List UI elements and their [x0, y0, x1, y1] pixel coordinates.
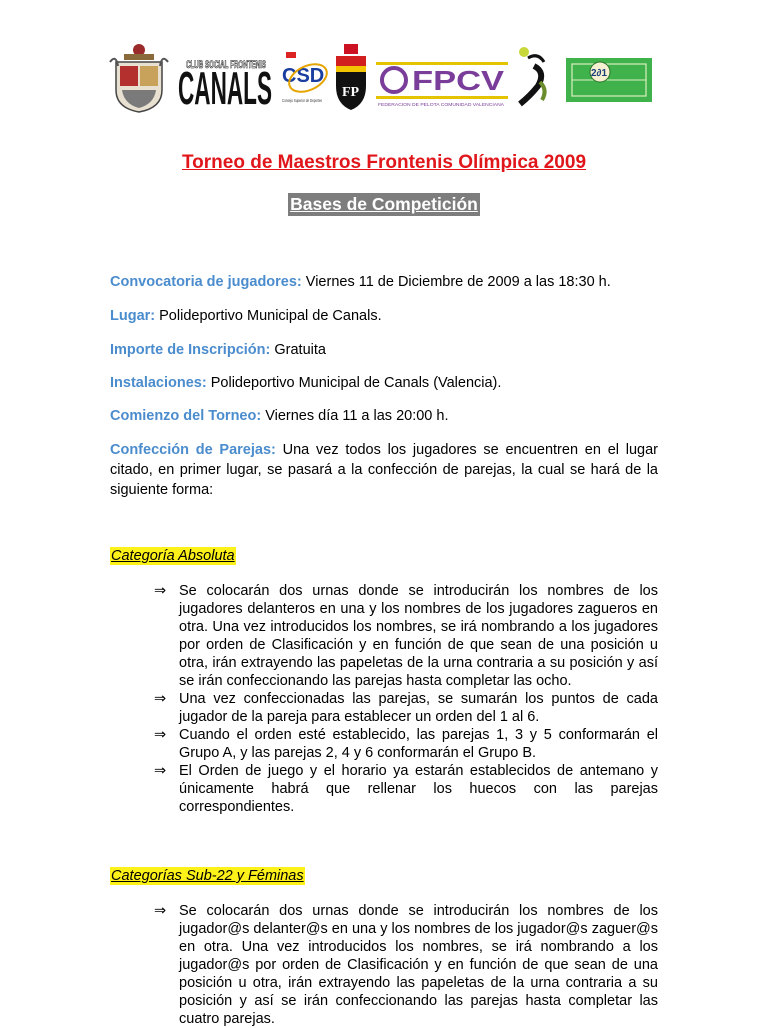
field-lugar: [110, 306, 382, 326]
field-value: Viernes 11 de Diciembre de 2009 a las 18:30 h.: [301, 274, 611, 290]
field-comienzo: [110, 406, 448, 426]
list-item-text: El Orden de juego y el horario ya estarán establecidos de antemano y únicamente habrá que rellenar los huecos con las parejas correspondientes.: [179, 763, 658, 815]
canals-logo-text: CANALS: [178, 62, 272, 114]
confeccion-paragraph: [110, 440, 658, 500]
list-item: [154, 762, 658, 816]
canals-coat-of-arms-logo: [108, 42, 170, 114]
csd-logo: [280, 42, 330, 114]
field-convocatoria: [110, 272, 611, 292]
field-label: Lugar:: [110, 308, 156, 324]
player-silhouette-logo: [514, 42, 554, 114]
field-value: Viernes día 11 a las 20:00 h.: [261, 408, 449, 424]
section-heading-absoluta: Categoría Absoluta: [111, 548, 235, 564]
fpcv-logo-subtext: FEDERACION DE PELOTA COMUNIDAD VALENCIANA: [378, 102, 506, 107]
field-importe: [110, 340, 326, 360]
list-item: [154, 582, 658, 690]
csd-logo-subtext: Consejo Superior de Deportes: [282, 98, 323, 103]
list-item-text: Una vez confeccionadas las parejas, se sumarán los puntos de cada jugador de la pareja para establecer un orden del 1 al 6.: [179, 691, 658, 725]
arrow-icon: ⇒: [154, 583, 167, 599]
csd-logo-text: CSD: [282, 65, 325, 87]
frontenis-court-logo: [562, 42, 656, 114]
bullet-list-sub22-feminas: [154, 902, 658, 1028]
federation-shield-logo: [334, 42, 368, 114]
field-value: Una vez todos los jugadores se encuentren en el lugar citado, en primer lugar, se pasará a la confección de parejas, la cual se hará de la siguiente forma:: [110, 442, 659, 498]
fpcv-logo-text: FPCV: [412, 65, 505, 96]
field-label: Confección de Parejas:: [110, 442, 276, 458]
section-heading-sub22-feminas: Categorías Sub-22 y Féminas: [111, 868, 304, 884]
document-subtitle: Bases de Competición: [290, 194, 478, 214]
canals-logo-subtext: CLUB SOCIAL FRONTENIS: [186, 59, 266, 71]
club-social-frontenis-canals-logo: [176, 42, 274, 114]
field-instalaciones: [110, 373, 501, 393]
field-value: Polideportivo Municipal de Canals (Valencia).: [206, 375, 502, 391]
arrow-icon: ⇒: [154, 903, 167, 919]
field-label: Comienzo del Torneo:: [110, 408, 262, 424]
arrow-icon: ⇒: [154, 727, 167, 743]
field-value: Gratuita: [270, 342, 326, 358]
list-item-text: Se colocarán dos urnas donde se introducirán los nombres de los jugadores delanteros en una y los nombres de los jugadores zagueros en otra. Una vez introducidos los nombres, se irá nombrando a los jugadores por orden de Clasificación y en función de que sean de una posición u otra, irán extrayendo las papeletas de la urna contraria a su posición y así se irán confeccionando las parejas hasta completar las ocho.: [179, 583, 658, 689]
arrow-icon: ⇒: [154, 691, 167, 707]
list-item-text: Se colocarán dos urnas donde se introducirán los nombres de los jugador@s delanter@s en una y los nombres de los jugador@s zaguer@s en otra. Una vez introducidos los nombres, se irá nombrando a los jugador@s por orden de Clasificación y en función de que sean de una posición u otra, irán extrayendo las papeletas de la urna contraria a su posición y así se irán confeccionando las parejas hasta completar las cuatro parejas.: [179, 903, 658, 1027]
fpcv-logo: [376, 42, 508, 114]
document-title: Torneo de Maestros Frontenis Olímpica 2009: [181, 152, 587, 173]
logo-banner: [108, 42, 658, 114]
field-label: Importe de Inscripción:: [110, 342, 271, 358]
arrow-icon: ⇒: [154, 763, 167, 779]
field-value: Polideportivo Municipal de Canals.: [155, 308, 382, 324]
bullet-list-absoluta: [154, 582, 658, 816]
list-item: [154, 902, 658, 1028]
field-label: Convocatoria de jugadores:: [110, 274, 302, 290]
court-logo-text: 2∂1: [591, 68, 608, 79]
list-item: [154, 726, 658, 762]
list-item: [154, 690, 658, 726]
list-item-text: Cuando el orden esté establecido, las parejas 1, 3 y 5 conformarán el Grupo A, y las parejas 2, 4 y 6 conformarán el Grupo B.: [179, 727, 658, 761]
shield-logo-text: FP: [342, 85, 360, 100]
field-label: Instalaciones:: [110, 375, 207, 391]
